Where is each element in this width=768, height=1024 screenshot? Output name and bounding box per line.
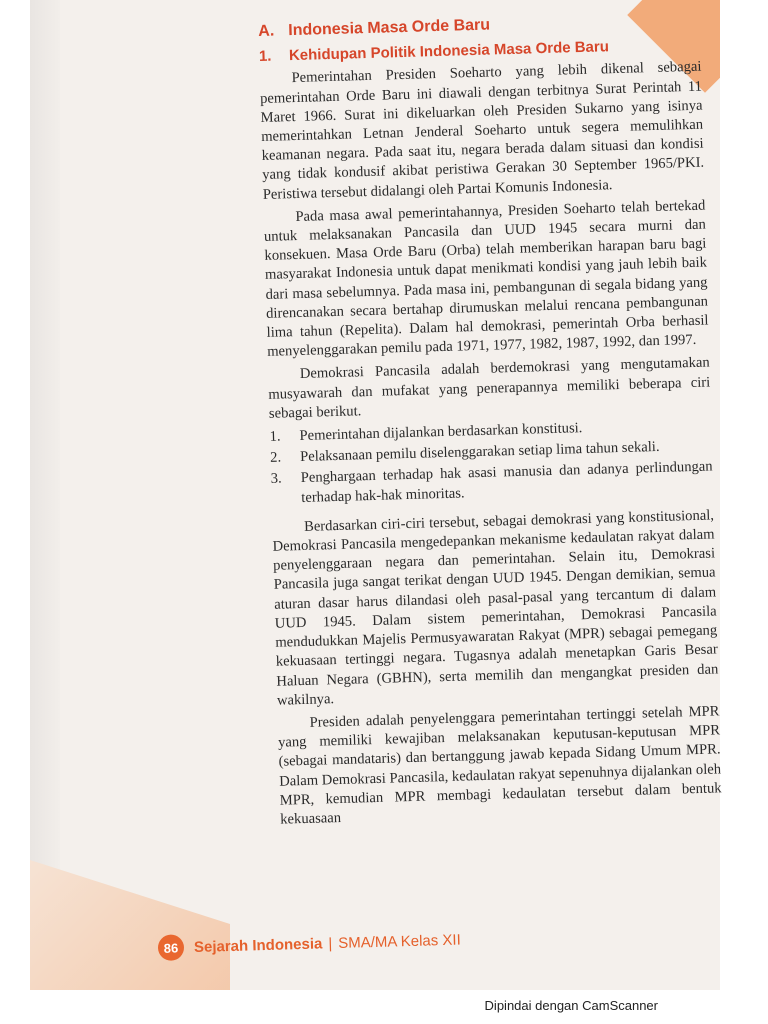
section-number: A. <box>258 22 275 40</box>
paragraph: Berdasarkan ciri-ciri tersebut, sebagai demokrasi yang konstitusional, Demokrasi Pancasila mengedepankan mekanisme kedaulatan rakyat dalam penyelenggaraan negara dan pemerintahan. Selain itu, Demokrasi Pancasila juga sangat terikat dengan UUD 1945. Dengan demikian, semua aturan dasar harus dilandasi oleh pasal-pasal yang tercantum di dalam UUD 1945. Dalam sistem pemerintahan, Demokrasi Pancasila mendudukkan Majelis Permusyawaratan Rakyat (MPR) sebagai pemegang kekuasaan tertinggi negara. Tugasnya adalah menetapkan Garis Besar Haluan Negara (GBHN), serta memilih dan mengangkat presiden dan wakilnya. <box>272 507 719 709</box>
paragraph: Presiden adalah penyelenggara pemerintahan tertinggi setelah MPR yang memiliki kewajiban melaksanakan keputusan-keputusan MPR (sebagai mandataris) dan bertanggung jawab kepada Sidang Umum MPR. Dalam Demokrasi Pancasila, kedaulatan rakyat sepenuhnya dijalankan oleh MPR, kemudian MPR membagi kedaulatan tersebut dalam bentuk kekuasaan <box>277 703 722 828</box>
page-shadow <box>30 0 60 990</box>
book-title: Sejarah Indonesia <box>193 934 323 956</box>
page-content <box>258 10 723 834</box>
subsection-number: 1. <box>258 47 272 66</box>
paragraph: Pada masa awal pemerintahannya, Presiden Soeharto telah bertekad untuk melaksanakan Pancasila dan UUD 1945 secara murni dan konsekuen. Masa Orde Baru (Orba) telah memberikan harapan baru bagi masyarakat Indonesia untuk dapat menikmati kondisi yang jauh lebih baik dari masa sebelumnya. Pada masa ini, pembangunan di segala bidang yang direncanakan secara bertahap dirumuskan melalui rencana pembangunan lima tahun (Repelita). Dalam hal demokrasi, pemerintah Orba berhasil menyelenggarakan pemilu pada 1971, 1977, 1982, 1987, 1992, dan 1997. <box>263 197 709 361</box>
list-text: Pelaksanaan pemilu diselenggarakan setiap lima tahun sekali. <box>299 439 660 466</box>
margin-decoration <box>30 860 230 990</box>
list-text: Penghargaan terhadap hak asasi manusia dan adanya perlindungan terhadap hak-hak minoritas. <box>300 458 713 506</box>
scanner-watermark: Dipindai dengan CamScanner <box>484 998 658 1013</box>
page-number-badge: 86 <box>158 934 185 961</box>
footer-separator: | <box>328 934 333 952</box>
subsection-title: Kehidupan Politik Indonesia Masa Orde Baru <box>288 38 610 65</box>
paragraph: Pemerintahan Presiden Soeharto yang lebih dikenal sebagai pemerintahan Orde Baru ini diawali dengan terbitnya Surat Perintah 11 Maret 1966. Surat ini dikeluarkan oleh Presiden Sukarno yang isinya memerintahkan Letnan Jenderal Soeharto untuk segera memulihkan keamanan negara. Pada saat itu, negara berada dalam situasi dan kondisi yang tidak kondusif akibat peristiwa Gerakan 30 September 1965/PKI. Peristiwa tersebut didalangi oleh Partai Komunis Indonesia. <box>259 59 705 203</box>
paragraph: Demokrasi Pancasila adalah berdemokrasi yang mengutamakan musyawarah dan mufakat yang penerapannya memiliki beberapa ciri sebagai berikut. <box>268 354 711 422</box>
list-text: Pemerintahan dijalankan berdasarkan konstitusi. <box>299 420 583 445</box>
list-number: 3. <box>270 470 282 488</box>
list-number: 1. <box>269 428 281 445</box>
book-subtitle: SMA/MA Kelas XII <box>337 931 461 952</box>
list-number: 2. <box>269 449 282 467</box>
feature-list <box>269 416 713 509</box>
section-title: Indonesia Masa Orde Baru <box>288 16 491 40</box>
